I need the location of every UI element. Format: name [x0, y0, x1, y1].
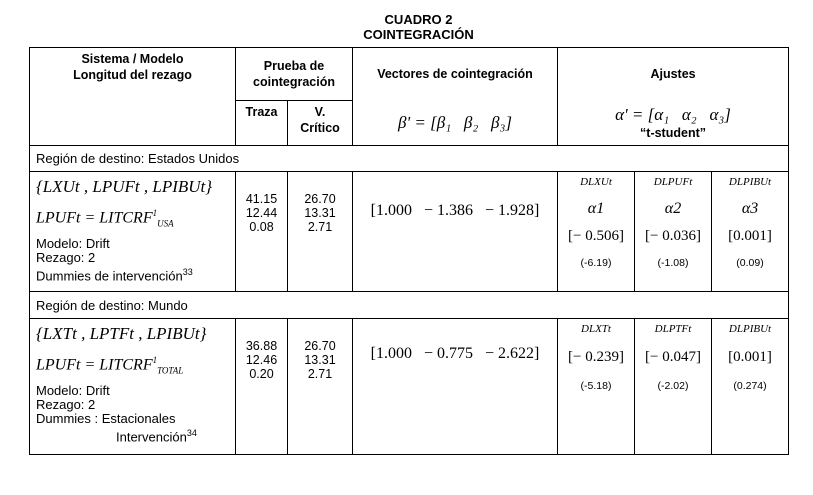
model-world: Modelo: Drift	[36, 382, 110, 398]
adjust-t-stat: (-6.19)	[580, 257, 612, 269]
adjust-alpha: α3	[741, 200, 759, 217]
system-vars-usa: {LXUt , LPUFt , LPIBUt}	[36, 177, 213, 196]
adjust-alpha: α1	[587, 200, 605, 217]
adjust-var-name: DLPUFt	[653, 176, 693, 188]
region-world: Región de destino: Mundo	[30, 292, 789, 319]
critical-value: 13.31	[304, 353, 336, 367]
alpha-formula-cell	[558, 101, 789, 146]
adjust-var-name: DLXUt	[580, 176, 612, 188]
t-student-label: “t-student”	[640, 125, 706, 140]
critical-value: 26.70	[304, 339, 336, 353]
vector-usa: [1.000 − 1.386 − 1.928]	[353, 172, 558, 292]
trace-value: 36.88	[245, 339, 278, 353]
table-subtitle: COINTEGRACIÓN	[363, 27, 474, 42]
adjust-var-name: DLPIBUt	[728, 323, 772, 335]
header-critical-line1: V.	[314, 105, 326, 119]
header-vectors: Vectores de cointegración	[353, 48, 558, 101]
equation-world	[36, 349, 235, 382]
equation-sub-world: TOTAL	[157, 365, 184, 376]
header-system-line1: Sistema / Modelo	[81, 52, 184, 66]
trace-value: 0.08	[249, 220, 274, 234]
dummies-world: Dummies : Estacionales	[36, 410, 176, 426]
adjust-var-name: DLXTt	[581, 323, 611, 335]
adjust-t-stat: (0.09)	[736, 257, 764, 269]
trace-value: 0.20	[249, 367, 274, 381]
adjust-usa-3	[712, 172, 789, 292]
dummies-usa	[36, 265, 235, 283]
adjust-var-name: DLPTFt	[654, 323, 692, 335]
dummies-line1-usa: Dummies de intervención	[36, 267, 183, 283]
lag-usa: Rezago: 2	[36, 249, 96, 265]
trace-value: 12.46	[245, 353, 278, 367]
dummies-line2-world: Intervención	[116, 428, 187, 444]
header-critical-line2: Crítico	[300, 121, 340, 135]
critical-cell-usa	[288, 172, 353, 292]
equation-lhs-usa: LPUFt = LITCRF	[36, 209, 153, 227]
adjust-coef: [0.001]	[728, 349, 772, 365]
critical-value: 2.71	[307, 220, 333, 234]
adjust-coef: [− 0.047]	[645, 349, 701, 365]
equation-lhs-world: LPUFt = LITCRF	[36, 356, 153, 374]
equation-sup-usa: 1	[152, 208, 158, 218]
header-test-line2: cointegración	[253, 75, 335, 89]
table-title: CUADRO 2	[384, 12, 453, 27]
adjust-t-stat: (-1.08)	[657, 257, 689, 269]
section-row-world	[30, 319, 789, 455]
cointegration-table	[29, 47, 789, 455]
trace-value: 12.44	[245, 206, 278, 220]
dummies-world-line2	[36, 426, 235, 444]
adjust-world-2	[635, 319, 712, 455]
adjust-coef: [− 0.506]	[568, 228, 624, 244]
header-critical	[288, 101, 353, 146]
region-row-world	[30, 292, 789, 319]
region-usa: Región de destino: Estados Unidos	[30, 146, 789, 172]
system-cell-usa	[30, 172, 236, 292]
adjust-world-3	[712, 319, 789, 455]
adjust-coef: [− 0.036]	[645, 228, 701, 244]
lag-world: Rezago: 2	[36, 396, 96, 412]
equation-usa	[36, 202, 235, 235]
beta-formula: β' = [β₁ β₂ β₃]	[353, 101, 558, 146]
adjust-var-name: DLPIBUt	[728, 176, 772, 188]
header-adjust: Ajustes	[558, 48, 789, 101]
adjust-t-stat: (-5.18)	[580, 380, 612, 392]
trace-value: 41.15	[245, 192, 278, 206]
adjust-alpha: α2	[664, 200, 682, 217]
adjust-world-1	[558, 319, 635, 455]
header-test-line1: Prueba de	[263, 59, 325, 73]
critical-cell-world	[288, 319, 353, 455]
critical-value: 13.31	[304, 206, 336, 220]
critical-value: 2.71	[307, 367, 333, 381]
trace-cell-usa	[236, 172, 288, 292]
section-row-usa	[30, 172, 789, 292]
equation-sup-world: 1	[152, 355, 158, 365]
header-system	[30, 48, 236, 146]
adjust-usa-1	[558, 172, 635, 292]
dummies-note-world: 34	[186, 427, 197, 438]
adjust-coef: [0.001]	[728, 228, 772, 244]
system-cell-world	[30, 319, 236, 455]
equation-sub-usa: USA	[157, 218, 174, 229]
critical-value: 26.70	[304, 192, 336, 206]
adjust-usa-2	[635, 172, 712, 292]
dummies-note-usa: 33	[182, 266, 193, 277]
vector-world: [1.000 − 0.775 − 2.622]	[353, 319, 558, 455]
trace-cell-world	[236, 319, 288, 455]
adjust-t-stat: (-2.02)	[657, 380, 689, 392]
region-row-usa	[30, 146, 789, 172]
alpha-formula: α' = [α₁ α₂ α₃]	[615, 104, 731, 124]
model-usa: Modelo: Drift	[36, 235, 110, 251]
header-trace: Traza	[236, 101, 288, 146]
adjust-t-stat: (0.274)	[733, 380, 767, 392]
header-test	[236, 48, 353, 101]
system-vars-world: {LXTt , LPTFt , LPIBUt}	[36, 324, 207, 343]
header-row-1	[30, 48, 789, 101]
header-system-line2: Longitud del rezago	[73, 68, 192, 82]
adjust-coef: [− 0.239]	[568, 349, 624, 365]
